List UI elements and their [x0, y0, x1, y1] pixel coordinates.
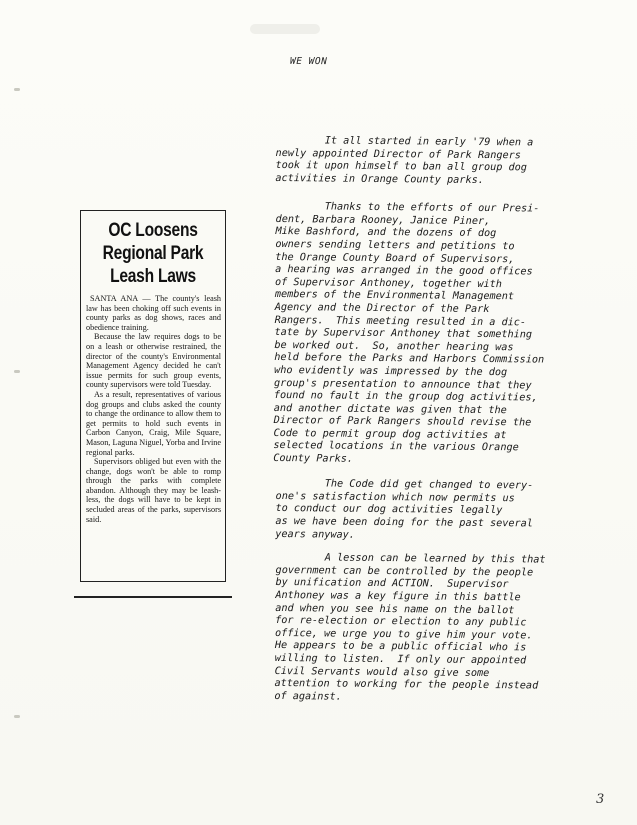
- clipping-paragraph: Supervisors obliged but even with the change, dogs won't be able to romp through the parks with complete abandon. Although they may be leash-less, the dogs will have to be kept in secluded areas of the parks, supervisors said.: [86, 457, 221, 524]
- letter-paragraph-text: A lesson can be learned by this that government can be controlled by the people by unification and ACTION. Supervisor Anthoney was a key figure in this battle and when you see his name on the ballot for re-election or election to any public office, we urge you to give him your vote. He appears to be a public official who is willing to listen. If only our appointed Civil Servants would also give some attention to working for the people instead of against.: [274, 552, 546, 703]
- clipping-story: [86, 294, 221, 524]
- paper-smudge: [250, 24, 320, 34]
- punch-mark: [14, 715, 20, 718]
- page-number: 3: [596, 792, 605, 807]
- clipping-paragraph: Because the law requires dogs to be on a leash or otherwise restrained, the director of the county's Environmental Management Agency decided he can't issue permits for such group events, county supervisors were told Tuesday.: [86, 332, 221, 390]
- letter-paragraph-text: It all started in early '79 when a newly appointed Director of Park Rangers took it upon himself to ban all group dog activities in Orange County parks.: [275, 135, 534, 186]
- letter-paragraph-text: The Code did get changed to every- one's satisfaction which now permits us to conduct our dog activities legally as we have been doing for the past several years anyway.: [275, 478, 534, 541]
- letter-paragraph-4: [274, 527, 616, 732]
- punch-mark: [14, 88, 20, 91]
- clipping-paragraph: SANTA ANA — The county's leash law has been choking off such events in county parks as dog shows, races and obedience training.: [86, 294, 221, 332]
- punch-mark: [14, 370, 20, 373]
- clipping-headline: OC Loosens Regional Park Leash Laws: [102, 220, 204, 287]
- clipping-paragraph: As a result, representatives of various dog groups and clubs asked the county to change the ordinance to allow them to get permits to hold such events in Carbon Canyon, Craig, Mile Square, Mason, Laguna Niguel, Yorba and Irvine regional parks.: [86, 389, 221, 457]
- newspaper-clipping: [80, 210, 226, 582]
- letter-paragraph-text: Thanks to the efforts of our Presi- dent, Barbara Rooney, Janice Piner, Mike Bashford, and the dozens of dog owners sending letters and petitions to the Orange County Board of Supervisors, a hearing was arranged in the good offices of Supervisor Anthoney, together with members of the Environmental Management Agency and the Director of the Park Rangers. This meeting resulted in a dic- tate by Supervisor Anthoney that something be worked out. So, another hearing was held before the Parks and Harbors Commission who evidently was impressed by the dog group's presentation to announce that they found no fault in the group dog activities, and another dictate was given that the Director of Park Rangers should revise the Code to permit group dog activities at selected locations in the various Orange County Parks.: [273, 201, 545, 465]
- letter-title: WE WON: [289, 55, 328, 68]
- clipping-divider: [74, 596, 232, 598]
- letter-paragraph-2: [273, 176, 616, 494]
